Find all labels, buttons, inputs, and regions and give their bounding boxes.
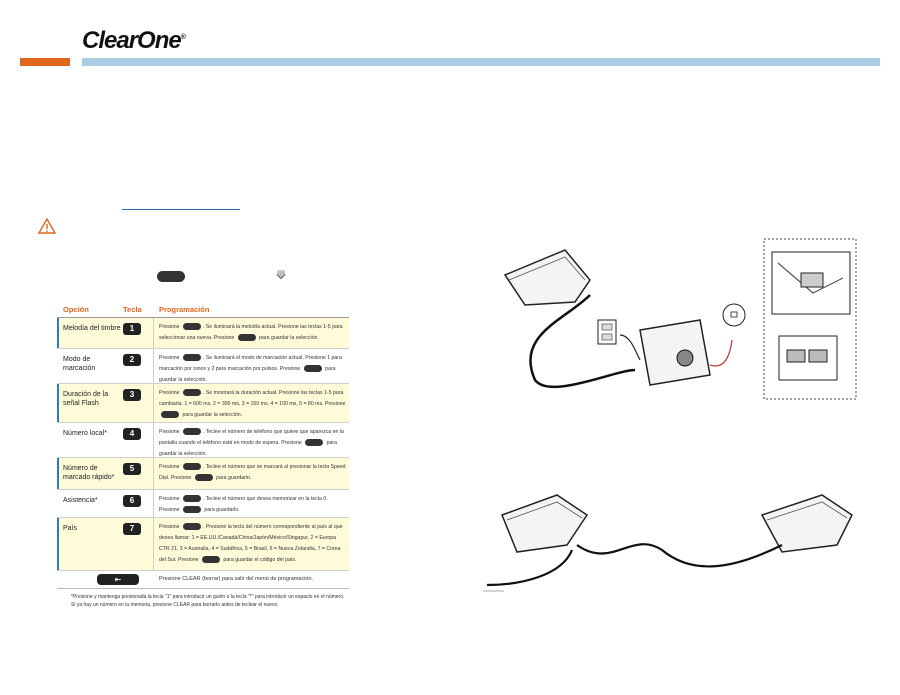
menu-button-icon [161, 411, 179, 418]
menu-button-icon [305, 439, 323, 446]
connector-detail-inset [763, 238, 858, 400]
power-connection-illustration [495, 240, 760, 400]
daisy-chain-illustration [482, 490, 867, 595]
clear-text: Presione CLEAR (borrar) para salir del menú de programación. [159, 576, 314, 582]
menu-button-icon [183, 389, 201, 396]
menu-button-icon [183, 463, 201, 470]
menu-button-icon [195, 474, 213, 481]
option-label: Melodía del timbre [63, 325, 121, 332]
option-label: Duración de la señal Flash [63, 391, 109, 407]
menu-button-icon [183, 495, 201, 502]
programming-text: Presione . Teclee el número que se marcará al presionar la tecla Speed Dial. Presione para guardarlo. [159, 464, 346, 481]
key-badge: 5 [123, 463, 141, 475]
programming-table [57, 303, 349, 609]
key-badge: 4 [123, 428, 141, 440]
menu-button-icon [202, 556, 220, 563]
header-programming: Programación [159, 305, 210, 314]
warning-icon [38, 218, 56, 234]
header-key: Tecla [123, 305, 142, 314]
key-badge: 2 [123, 354, 141, 366]
key-badge: 7 [123, 523, 141, 535]
clear-row [57, 571, 349, 589]
programming-text: Presione . Se iluminará la melodía actual. Presione las teclas 1-5 para seleccionar una nueva. Presione para guardar la selección. [159, 324, 343, 341]
clear-key-icon: ⇤ [97, 574, 139, 585]
menu-button-icon [238, 334, 256, 341]
programming-text: Presione . Teclee el número que desea memorizar en la tecla 0. Presione para guardarlo. [159, 496, 328, 513]
programming-text: Presione . Presione la tecla del número correspondiente al país al que desea llamar: 1 = EE.UU./Canadá/China/Japón/México/Singapur, 2 = Europa CTR 21, 3 = Australia, 4 = Sudáfrica, 5 = Brasil, 6 = Nueva Zelandia, 7 = Corea del Sur. Presione para guardar el código del país. [159, 524, 343, 563]
table-row [57, 423, 349, 458]
menu-button-icon [183, 354, 201, 361]
menu-button-icon [183, 428, 201, 435]
key-badge: 1 [123, 323, 141, 335]
table-row [57, 490, 349, 518]
table-row [57, 384, 349, 423]
table-row [57, 349, 349, 384]
menu-button-icon [183, 506, 201, 513]
option-label: Modo de marcación [63, 356, 96, 372]
header-accent-bar [20, 58, 70, 66]
menu-button-icon [304, 365, 322, 372]
programming-text: Presione . Se iluminará el modo de marcación actual. Presione 1 para marcación por tonos y 2 para marcación por pulsos. Presione para guardar la selección. [159, 355, 342, 383]
option-label: Asistencia* [63, 497, 98, 504]
programming-text: Presione . Teclee el número de teléfono que quiere que aparezca en la pantalla cuando el teléfono está en modo de espera. Presione para guardar la selección. [159, 429, 344, 457]
menu-button-icon [183, 323, 201, 330]
arrow-icon: ⟱ [276, 268, 287, 282]
clearone-logo: ClearOne® [82, 27, 185, 54]
header-option: Opción [63, 305, 89, 314]
footnote: *Presione y mantenga presionada la tecla "1" para introducir un guión o la tecla "*" para introducir un espacio en el número. Si ya hay un número en la memoria, presione CLEAR para borrarlo antes de teclear el nuevo. [71, 594, 345, 608]
key-badge: 6 [123, 495, 141, 507]
option-label: Número local* [63, 430, 107, 437]
option-label: Número de marcado rápido* [63, 465, 115, 481]
key-badge: 3 [123, 389, 141, 401]
link-underline[interactable] [122, 209, 240, 210]
menu-button-icon [183, 523, 201, 530]
menu-button-icon [157, 271, 185, 282]
option-label: País [63, 525, 78, 532]
table-row [57, 458, 349, 490]
header-bar [82, 58, 880, 66]
table-row [57, 518, 349, 571]
table-header [57, 303, 349, 318]
table-row [57, 318, 349, 349]
programming-text: Presione . Se mostrará la duración actual. Presione las teclas 1-5 para cambiarla. 1 = 600 ms, 2 = 300 ms, 3 = 150 ms, 4 = 100 ms, 5 = 80 ms. Presione para guardar la selección. [159, 390, 346, 418]
